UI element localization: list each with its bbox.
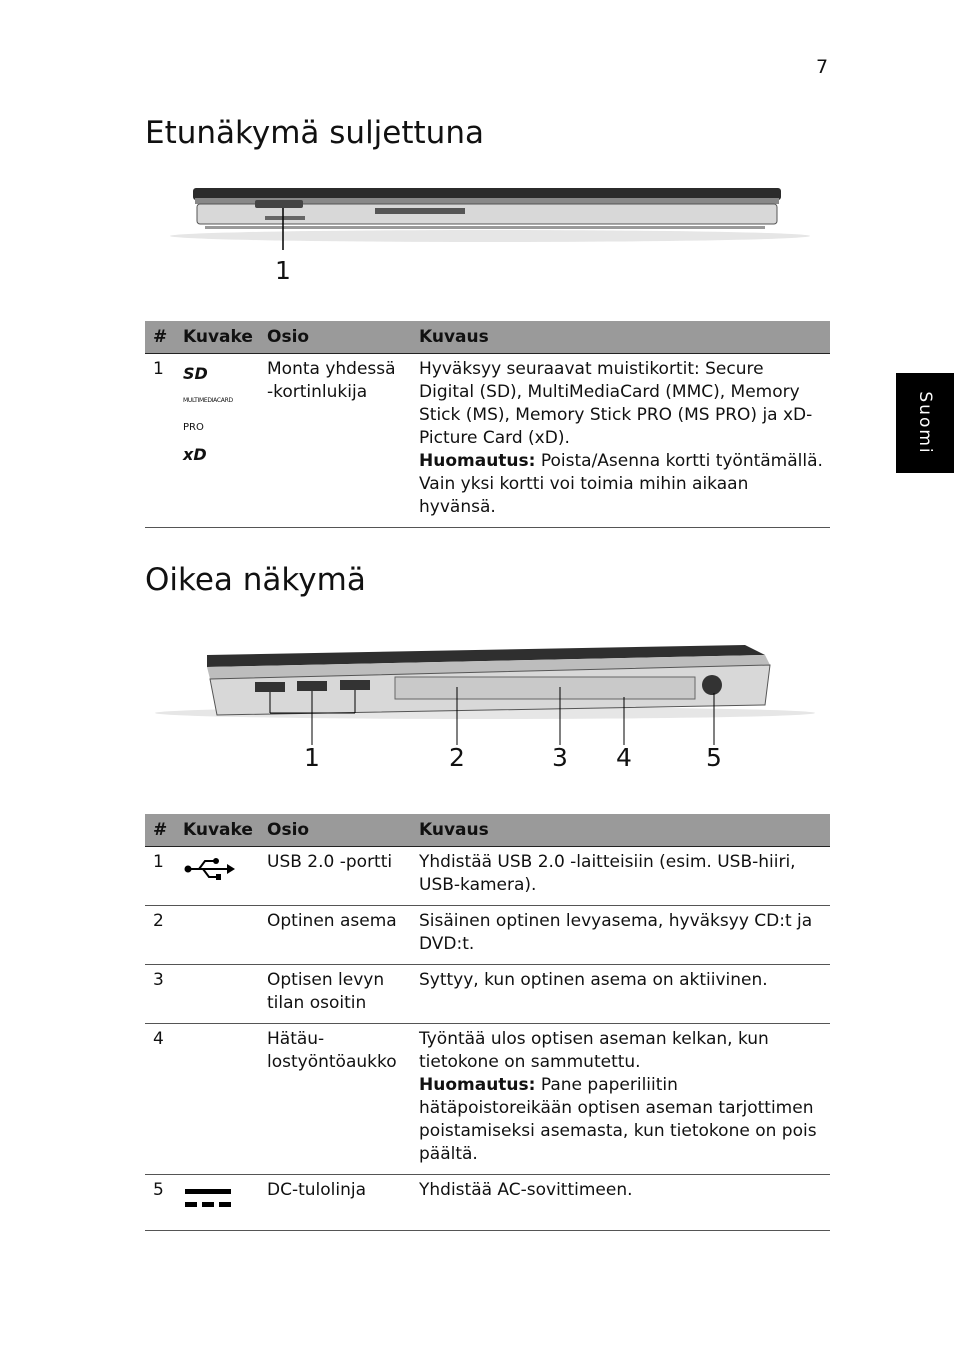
table-header	[145, 814, 830, 847]
row-number: 1	[145, 847, 175, 906]
row-section: Hätäu-lostyöntöaukko	[259, 1024, 411, 1175]
row-icon	[175, 1024, 259, 1175]
table-row	[145, 847, 830, 906]
callout-right-1: 1	[304, 743, 320, 772]
row-section: Optinen asema	[259, 906, 411, 965]
xd-card-icon: xD	[183, 445, 207, 464]
row-icon	[175, 965, 259, 1024]
header-description: Kuvaus	[411, 321, 830, 354]
row-description: Syttyy, kun optinen asema on aktiivinen.	[411, 965, 830, 1024]
section-title-front: Etunäkymä suljettuna	[145, 115, 484, 151]
row-description	[411, 354, 830, 528]
table-row	[145, 965, 830, 1024]
table-row	[145, 1175, 830, 1231]
row-number: 5	[145, 1175, 175, 1231]
laptop-front-illustration	[145, 180, 830, 290]
row-description	[411, 1024, 830, 1175]
memory-stick-pro-icon: PRO	[183, 422, 204, 433]
row-description: Yhdistää USB 2.0 -laitteisiin (esim. USB-hiiri, USB-kamera).	[411, 847, 830, 906]
table-header	[145, 321, 830, 354]
callout-right-3: 3	[552, 743, 568, 772]
row-section: Monta yhdessä -kortinlukija	[259, 354, 411, 528]
note-text: Poista/Asenna kortti työntämällä. Vain yksi kortti voi toimia mihin aikaan hyvänsä.	[419, 451, 823, 517]
row-description: Sisäinen optinen levyasema, hyväksyy CD:t ja DVD:t.	[411, 906, 830, 965]
row-number: 2	[145, 906, 175, 965]
language-tab	[896, 373, 954, 473]
language-tab-label: Suomi	[915, 391, 935, 455]
row-section: DC-tulolinja	[259, 1175, 411, 1231]
header-icon: Kuvake	[175, 814, 259, 847]
header-num: #	[145, 321, 175, 354]
row-number: 3	[145, 965, 175, 1024]
callout-right-5: 5	[706, 743, 722, 772]
header-section: Osio	[259, 321, 411, 354]
description-text: Hyväksyy seuraavat muistikortit: Secure Digital (SD), MultiMediaCard (MMC), Memory Stick (MS), Memory Stick PRO (MS PRO) ja xD-Picture Card (xD).	[419, 359, 813, 448]
row-icons	[175, 354, 259, 528]
row-icon	[175, 1175, 259, 1231]
usb-icon	[183, 857, 235, 881]
row-description: Yhdistää AC-sovittimeen.	[411, 1175, 830, 1231]
sd-card-icon: SD	[183, 364, 208, 383]
table-row	[145, 1024, 830, 1175]
table-row	[145, 354, 830, 528]
page-number: 7	[816, 56, 829, 78]
table-row	[145, 906, 830, 965]
section-title-right: Oikea näkymä	[145, 562, 366, 598]
laptop-right-illustration	[145, 635, 830, 785]
callout-right-4: 4	[616, 743, 632, 772]
dc-in-icon	[183, 1185, 235, 1215]
callout-front-1: 1	[275, 256, 291, 285]
row-number: 1	[145, 354, 175, 528]
row-icon	[175, 847, 259, 906]
description-text: Työntää ulos optisen aseman kelkan, kun tietokone on sammutettu.	[419, 1029, 769, 1072]
note-text: Pane paperiliitin hätäpoistoreikään optisen aseman tarjottimen poistamiseksi asemasta, kun tietokone on pois päältä.	[419, 1075, 817, 1164]
header-description: Kuvaus	[411, 814, 830, 847]
header-num: #	[145, 814, 175, 847]
callout-right-2: 2	[449, 743, 465, 772]
row-section: USB 2.0 -portti	[259, 847, 411, 906]
mmc-icon: MULTIMEDIACARD	[183, 397, 233, 404]
right-view-table	[145, 814, 830, 1231]
note-label: Huomautus:	[419, 1075, 536, 1095]
header-section: Osio	[259, 814, 411, 847]
row-number: 4	[145, 1024, 175, 1175]
front-view-table	[145, 321, 830, 528]
row-icon	[175, 906, 259, 965]
row-section: Optisen levyn tilan osoitin	[259, 965, 411, 1024]
note-label: Huomautus:	[419, 451, 536, 471]
header-icon: Kuvake	[175, 321, 259, 354]
